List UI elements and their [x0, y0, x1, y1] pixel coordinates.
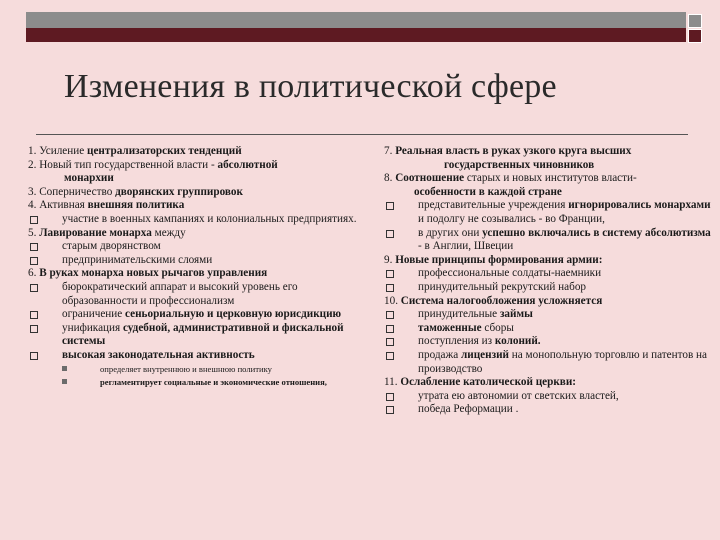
title-divider — [36, 134, 688, 135]
left-bullet-item: унификация судебной, административной и фискальной системы — [28, 322, 366, 349]
right-bullet-item: таможенные сборы — [384, 322, 714, 336]
left-bullet-item: предпринимательскими слоями — [28, 254, 366, 268]
left-bullet-item: высокая законодательная активность — [28, 349, 366, 363]
left-heading: монархии — [64, 172, 114, 185]
corner-square-maroon — [688, 29, 702, 43]
right-bullet-item: принудительные займы — [384, 308, 714, 322]
left-heading: 6. В руках монарха новых рычагов управления — [28, 267, 268, 280]
right-bullet-item: победа Реформации . — [384, 403, 714, 417]
right-heading: 7. Реальная власть в руках узкого круга высших — [384, 145, 632, 157]
right-heading: 10. Система налогообложения усложняется — [384, 294, 603, 307]
left-bullet-item: участие в военных кампаниях и колониальных предприятиях. — [28, 213, 366, 227]
right-bullet-item: принудительный рекрутский набор — [384, 281, 714, 295]
right-bullet-item: продажа лицензий на монопольную торговлю и патентов на производство — [384, 349, 714, 376]
right-heading: 11. Ослабление католической церкви: — [384, 376, 577, 389]
right-bullet-item: профессиональные солдаты-наемники — [384, 267, 714, 281]
right-column — [384, 145, 714, 417]
left-sub-bullet-item: регламентирует социальные и экономические отношения, — [28, 376, 366, 390]
left-sub-bullet-item: определяет внутреннюю и внешнюю политику — [28, 363, 366, 377]
left-bullet-item: ограничение сеньориальную и церковную юрисдикцию — [28, 308, 366, 322]
left-heading: 4. Активная внешняя политика — [28, 199, 185, 212]
right-bullet-item: утрата ею автономии от светских властей, — [384, 390, 714, 404]
right-heading: 8. Соотношение старых и новых институтов власти- — [384, 172, 637, 185]
right-bullet-item: представительные учреждения игнорировались монархами и подолгу не созывались - во Франции, — [384, 199, 714, 226]
left-bullet-item: старым дворянством — [28, 240, 366, 254]
header-bar-gray — [26, 12, 686, 28]
corner-square-gray — [688, 14, 702, 28]
right-heading: государственных чиновников — [444, 158, 595, 171]
header-bar-maroon — [26, 28, 686, 42]
left-bullet-item: бюрократический аппарат и высокий уровень его образованности и профессионализм — [28, 281, 366, 308]
right-bullet-item: в других они успешно включались в систему абсолютизма - в Англии, Швеции — [384, 227, 714, 254]
right-bullet-item: поступления из колоний. — [384, 335, 714, 349]
left-column — [28, 145, 366, 390]
left-heading: 5. Лавирование монарха между — [28, 226, 186, 239]
left-heading: 1. Усиление централизаторских тенденций — [28, 145, 242, 157]
right-heading: особенности в каждой стране — [414, 185, 562, 198]
slide-title: Изменения в политической сфере — [64, 68, 557, 105]
right-heading: 9. Новые принципы формирования армии: — [384, 253, 603, 266]
left-heading: 3. Соперничество дворянских группировок — [28, 185, 243, 198]
left-heading: 2. Новый тип государственной власти - абсолютной — [28, 158, 278, 171]
